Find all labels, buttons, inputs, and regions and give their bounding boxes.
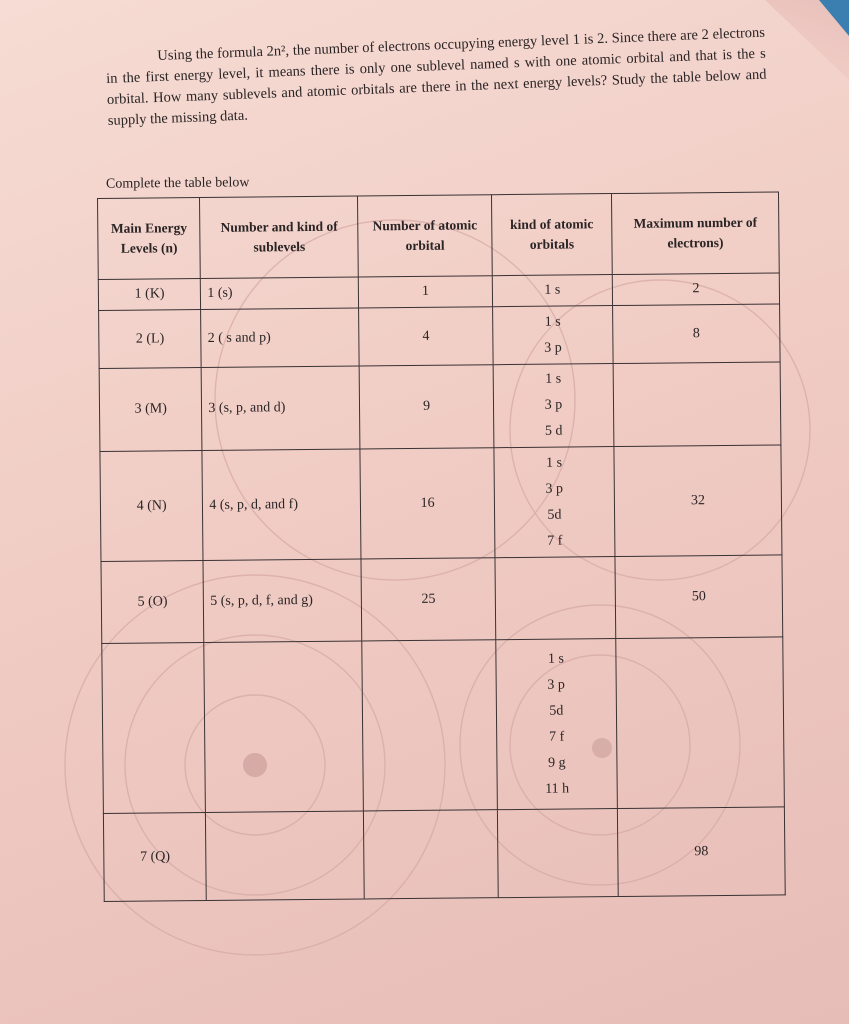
cell-max-electrons: 50 [615,555,783,639]
cell-sublevels: 4 (s, p, d, and f) [202,449,361,561]
cell-orbital-kinds [492,306,613,365]
orbital-kind: 3 p [544,397,563,413]
cell-level [102,642,206,813]
table-row [103,807,785,902]
cell-orbital-count: 16 [360,448,495,559]
energy-level-table [97,191,786,902]
cell-sublevels: 3 (s, p, and d) [201,366,360,451]
cell-orbital-count [364,810,498,899]
header-max-electrons: Maximum number of electrons) [612,192,780,275]
cell-max-electrons: 8 [613,304,781,364]
cell-orbital-count: 4 [359,307,493,366]
orbital-kind: 5d [549,703,564,719]
cell-orbital-kinds [497,809,618,898]
cell-level: 2 (L) [99,310,202,369]
header-sublevels: Number and kind of sublevels [200,196,359,279]
orbital-kind: 7 f [547,533,563,549]
table-instruction: Complete the table below [105,175,250,192]
cell-level: 4 (N) [100,451,203,562]
cell-orbital-kinds [494,447,615,558]
instruction-paragraph [105,23,768,132]
orbital-kind: 1 s [544,282,561,298]
cell-orbital-kinds [492,275,612,307]
instruction-text: Using the formula 2n², the number of electrons occupying energy level 1 is 2. Since there are 2 electrons in the first energy level, it means there is only one sublevel named s with one atomic orbital and that is the s orbital. How many sublevels and atomic orbitals are there in the next energy levels? Study the table below and supply the missing data. [105,24,767,129]
orbital-kind: 1 s [544,314,561,330]
orbital-kind: 3 p [547,677,565,693]
table-row [102,637,785,814]
cell-orbital-kinds [495,557,616,640]
cell-sublevels [204,641,364,813]
cell-level: 1 (K) [98,279,201,311]
cell-sublevels: 1 (s) [201,277,359,310]
header-main-energy-levels: Main Energy Levels (n) [98,198,201,280]
cell-level: 5 (O) [101,560,204,643]
cell-level: 7 (Q) [103,812,206,901]
orbital-kind: 5d [547,507,562,523]
header-atomic-orbital-count: Number of atomic orbital [358,195,492,277]
orbital-kind: 1 s [545,371,562,387]
cell-sublevels: 2 ( s and p) [201,308,360,368]
cell-orbital-kinds [496,639,618,810]
orbital-kind: 1 s [547,651,564,667]
cell-sublevels [206,811,365,901]
orbital-kind: 5 d [544,423,563,439]
orbital-kind: 3 p [544,340,562,356]
orbital-kind: 3 p [545,481,564,497]
cell-max-electrons: 2 [612,273,779,306]
cell-orbital-count: 25 [361,558,495,641]
cell-max-electrons: 98 [617,807,785,897]
table-row [100,445,782,562]
table-header-row [98,192,780,280]
table-row [101,555,783,644]
cell-orbital-count [362,640,497,811]
orbital-kind: 7 f [548,729,565,745]
cell-sublevels: 5 (s, p, d, f, and g) [203,559,362,643]
cell-level: 3 (M) [99,368,202,452]
orbital-kind: 11 h [545,780,570,797]
cell-max-electrons [613,362,781,447]
table-row [99,304,781,369]
cell-orbital-count: 1 [359,276,493,308]
orbital-kind: 1 s [545,455,563,471]
cell-max-electrons [616,637,785,809]
header-kind-of-orbitals: kind of atomic orbitals [491,194,612,276]
cell-orbital-count: 9 [359,365,493,449]
cell-orbital-kinds [493,364,614,448]
table-row [99,362,781,452]
cell-max-electrons: 32 [614,445,782,557]
orbital-kind: 9 g [548,755,566,771]
